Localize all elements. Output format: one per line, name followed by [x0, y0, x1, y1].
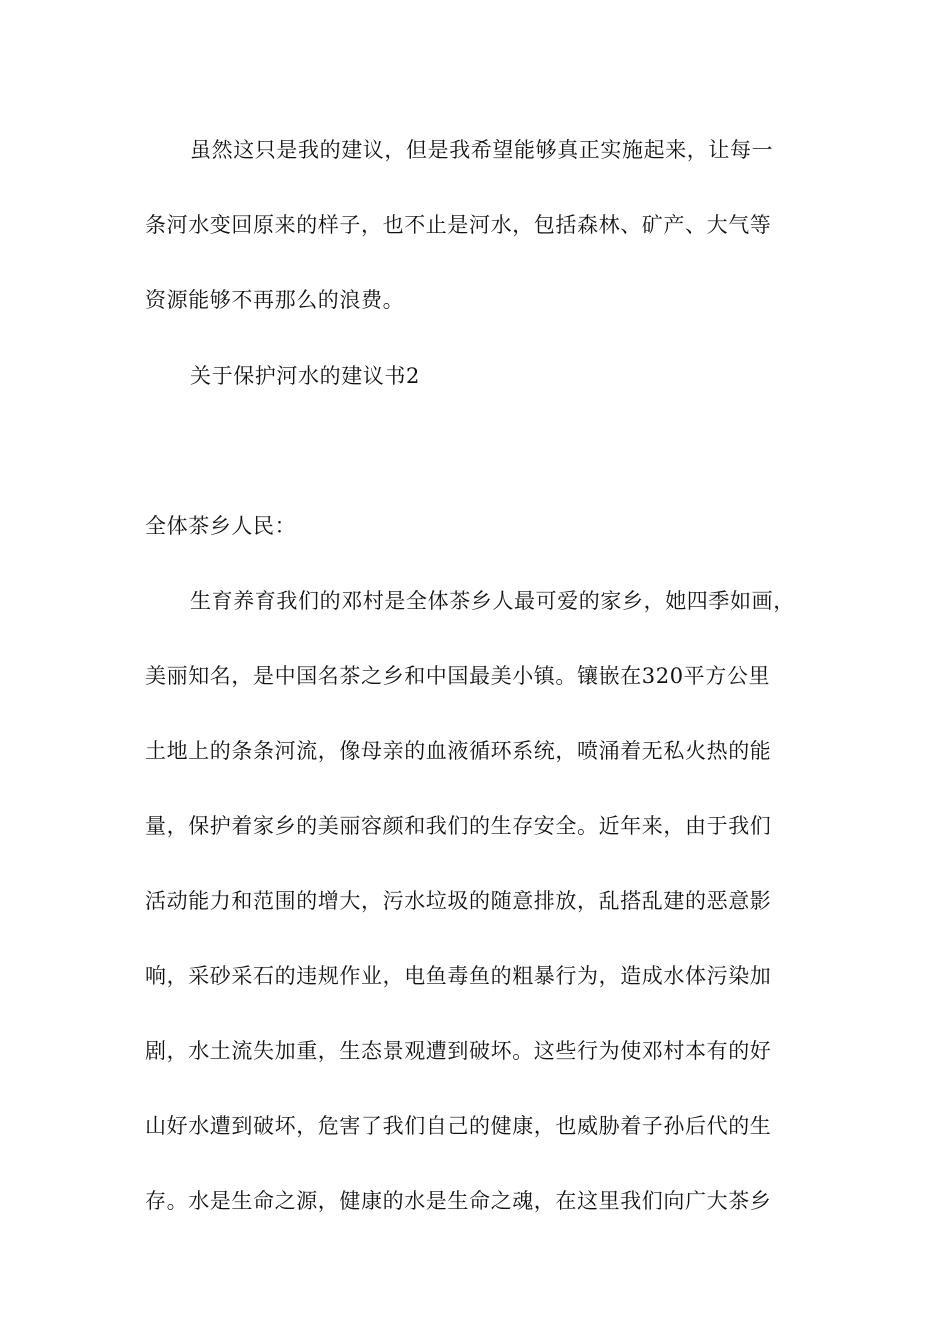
paragraph-line: 剧，水土流失加重，生态景观遭到破坏。这些行为使邓村本有的好 [145, 1039, 772, 1063]
paragraph-line: 土地上的条条河流，像母亲的血液循环系统，喷涌着无私火热的能 [145, 739, 772, 763]
paragraph-line: 山好水遭到破坏，危害了我们自己的健康，也威胁着子孙后代的生 [145, 1114, 772, 1138]
paragraph-line: 虽然这只是我的建议，但是我希望能够真正实施起来，让每一 [190, 138, 774, 162]
paragraph-line: 存。水是生命之源，健康的水是生命之魂，在这里我们向广大茶乡 [145, 1189, 772, 1213]
paragraph-line: 美丽知名，是中国名茶之乡和中国最美小镇。镶嵌在320平方公里 [145, 664, 771, 688]
paragraph-line: 资源能够不再那么的浪费。 [145, 288, 405, 312]
paragraph-line: 活动能力和范围的增大，污水垃圾的随意排放，乱搭乱建的恶意影 [145, 889, 772, 913]
salutation: 全体茶乡人民： [145, 514, 297, 538]
paragraph-line: 响，采砂采石的违规作业，电鱼毒鱼的粗暴行为，造成水体污染加 [145, 964, 772, 988]
paragraph-line: 条河水变回原来的样子，也不止是河水，包括森林、矿产、大气等 [145, 213, 772, 237]
paragraph-line: 生育养育我们的邓村是全体茶乡人最可爱的家乡，她四季如画， [190, 589, 795, 613]
section-title: 关于保护河水的建议书2 [190, 364, 420, 388]
paragraph-line: 量，保护着家乡的美丽容颜和我们的生存安全。近年来，由于我们 [145, 814, 772, 838]
